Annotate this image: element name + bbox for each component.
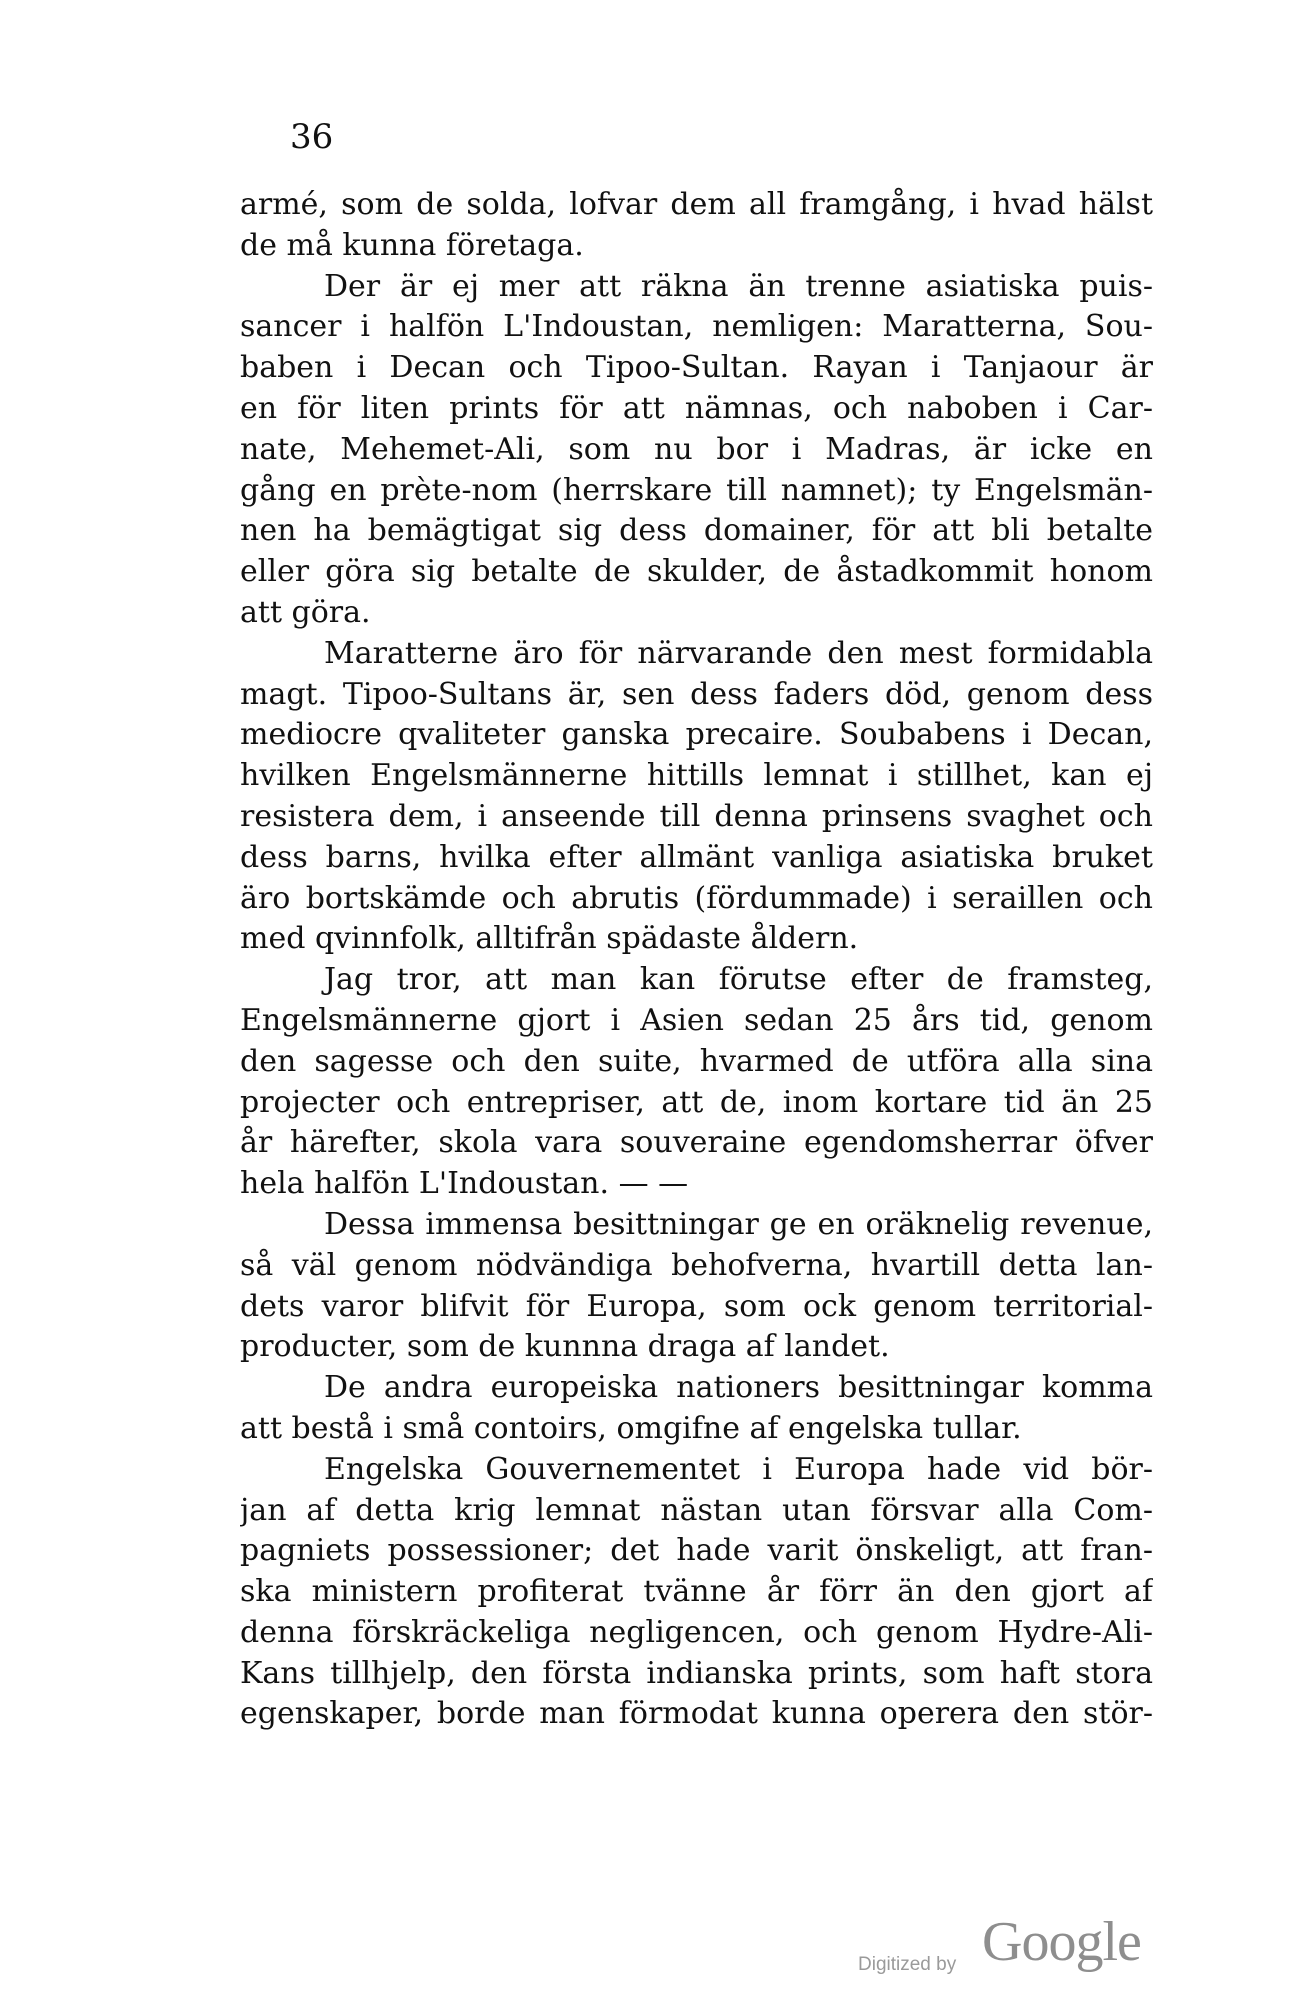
text-line: mediocre qvaliteter ganska precaire. Soubabens i Decan,	[240, 717, 1153, 753]
text-line: med qvinnfolk, alltifrån spädaste åldern.	[240, 921, 859, 957]
text-line: projecter och entrepriser, att de, inom kortare tid än 25	[240, 1084, 1153, 1120]
text-line: dets varor blifvit för Europa, som ock genom territorial-	[240, 1288, 1153, 1324]
text-line: hvilken Engelsmännerne hittills lemnat i stillhet, kan ej	[240, 758, 1153, 794]
text-line: Der är ej mer att räkna än trenne asiatiska puis-	[324, 268, 1153, 304]
text-line: en för liten prints för att nämnas, och naboben i Car-	[240, 390, 1153, 426]
text-line: hela halfön L'Indoustan. — —	[240, 1166, 689, 1202]
text-line: eller göra sig betalte de skulder, de åstadkommit honom	[240, 554, 1153, 590]
text-line: att göra.	[240, 594, 371, 630]
text-line: sancer i halfön L'Indoustan, nemligen: Maratterna, Sou-	[240, 309, 1153, 345]
text-line: ska ministern profiterat tvänne år förr än den gjort af	[240, 1574, 1153, 1610]
text-line: äro bortskämde och abrutis (fördummade) i seraillen och	[240, 880, 1153, 916]
text-line: resistera dem, i anseende till denna prinsens svaghet och	[240, 798, 1153, 834]
text-line: jan af detta krig lemnat nästan utan försvar alla Com-	[240, 1492, 1153, 1528]
text-line: egenskaper, borde man förmodat kunna operera den stör-	[240, 1696, 1153, 1732]
text-line: den sagesse och den suite, hvarmed de utföra alla sina	[240, 1043, 1153, 1079]
text-line: de må kunna företaga.	[240, 227, 584, 263]
text-line: nate, Mehemet-Ali, som nu bor i Madras, är icke en	[240, 431, 1153, 467]
digitized-by-label: Digitized by	[858, 1954, 957, 1975]
text-line: Engelska Gouvernementet i Europa hade vid bör-	[324, 1451, 1153, 1487]
text-line: magt. Tipoo-Sultans är, sen dess faders död, genom dess	[240, 676, 1153, 712]
text-line: denna förskräckeliga negligencen, och genom Hydre-Ali-	[240, 1614, 1153, 1650]
text-line: Kans tillhjelp, den första indianska prints, som haft stora	[240, 1655, 1153, 1691]
text-line: producter, som de kunnna draga af landet.	[240, 1329, 890, 1365]
text-line: Jag tror, att man kan förutse efter de framsteg,	[324, 962, 1153, 998]
google-logo: Google	[982, 1911, 1141, 1973]
text-line: Maratterne äro för närvarande den mest formidabla	[324, 635, 1153, 671]
text-line: De andra europeiska nationers besittningar komma	[324, 1370, 1153, 1406]
text-line: baben i Decan och Tipoo-Sultan. Rayan i Tanjaour är	[240, 350, 1153, 386]
text-line: armé, som de solda, lofvar dem all framgång, i hvad hälst	[240, 187, 1153, 222]
text-line: dess barns, hvilka efter allmänt vanliga asiatiska bruket	[240, 839, 1153, 875]
text-line: Dessa immensa besittningar ge en oräknelig revenue,	[324, 1206, 1153, 1242]
text-line: att bestå i små contoirs, omgifne af engelska tullar.	[240, 1410, 1022, 1446]
text-line: så väl genom nödvändiga behofverna, hvartill detta lan-	[240, 1247, 1153, 1283]
text-line: Engelsmännerne gjort i Asien sedan 25 års tid, genom	[240, 1002, 1153, 1038]
text-line: gång en prète-nom (herrskare till namnet); ty Engelsmän-	[240, 472, 1153, 508]
page-number: 36	[290, 117, 334, 157]
text-line: år härefter, skola vara souveraine egendomsherrar öfver	[240, 1125, 1153, 1161]
body-text	[240, 185, 1153, 1735]
text-line: pagniets possessioner; det hade varit önskeligt, att fran-	[240, 1533, 1153, 1569]
text-line: nen ha bemägtigat sig dess domainer, för att bli betalte	[240, 513, 1153, 549]
